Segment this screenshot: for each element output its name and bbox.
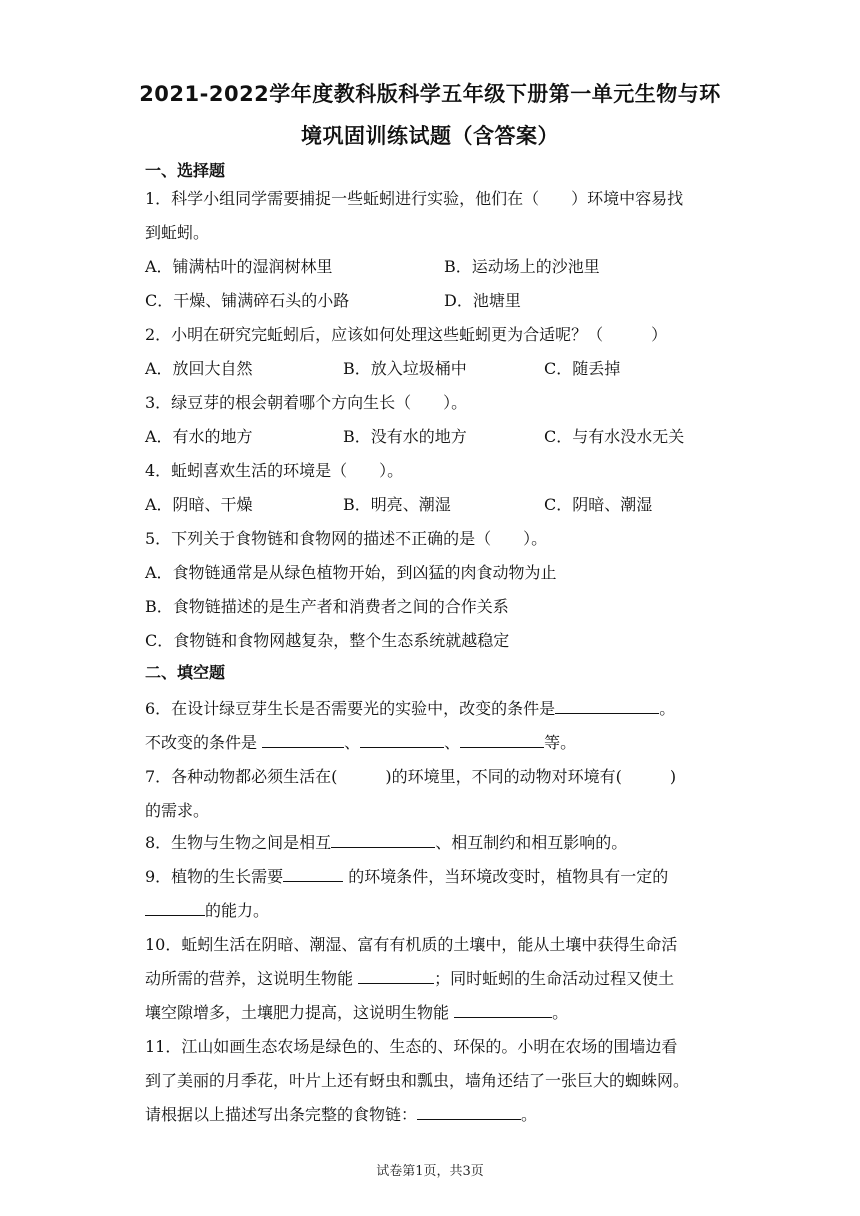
page-footer: 试卷第1页，共3页: [376, 1164, 484, 1179]
q11-blank[interactable]: [417, 1105, 521, 1120]
q8-blank[interactable]: [331, 833, 435, 848]
q10-blank-2[interactable]: [454, 1003, 552, 1018]
q10-text-a: 动所需的营养，这说明生物能: [145, 969, 354, 988]
q8-text-a: 8．生物与生物之间是相互: [145, 833, 332, 852]
q10-blank-1[interactable]: [358, 969, 434, 984]
q3-option-b: B．没有水的地方: [343, 427, 467, 446]
q1-option-d: D．池塘里: [444, 291, 521, 310]
q11-line2: 到了美丽的月季花，叶片上还有蚜虫和瓢虫，墙角还结了一张巨大的蜘蛛网。: [145, 1071, 690, 1090]
q10-line2: [145, 966, 674, 989]
q9-text-c: 的能力。: [205, 901, 270, 920]
section-choice-heading: 一、选择题: [145, 161, 226, 180]
q5-option-c: C．食物链和食物网越复杂，整个生态系统就越稳定: [145, 631, 510, 650]
q11-text-a: 请根据以上描述写出条完整的食物链：: [145, 1105, 418, 1124]
q1-option-a: A．铺满枯叶的湿润树林里: [145, 257, 333, 276]
q1-stem-line2: 到蚯蚓。: [145, 223, 210, 242]
title-line-1: 2021-2022学年度教科版科学五年级下册第一单元生物与环: [139, 82, 721, 106]
q9-blank-2[interactable]: [145, 901, 205, 916]
q6-blank-changed[interactable]: [555, 699, 659, 714]
q5-option-b: B．食物链描述的是生产者和消费者之间的合作关系: [145, 597, 509, 616]
q6-sep-1: 、: [344, 733, 361, 752]
q3-option-c: C．与有水没水无关: [544, 427, 685, 446]
q6-line2-text: 不改变的条件是: [145, 733, 258, 752]
q4-stem: 4．蚯蚓喜欢生活的环境是（ ）。: [145, 461, 404, 480]
q2-stem: 2．小明在研究完蚯蚓后，应该如何处理这些蚯蚓更为合适呢？（ ）: [145, 325, 668, 344]
q6-sep-2: 、: [444, 733, 461, 752]
q10-text-b: ；同时蚯蚓的生命活动过程又使土: [434, 969, 675, 988]
q11-line1: 11．江山如画生态农场是绿色的、生态的、环保的。小明在农场的围墙边看: [145, 1037, 678, 1056]
q6-line2: [145, 730, 576, 753]
q9-blank-1[interactable]: [283, 867, 343, 882]
q2-option-b: B．放入垃圾桶中: [343, 359, 467, 378]
q5-option-a: A．食物链通常是从绿色植物开始，到凶猛的肉食动物为止: [145, 563, 557, 582]
q4-option-c: C．阴暗、潮湿: [544, 495, 653, 514]
q6-line1-end: 。: [659, 699, 676, 718]
q9-text-b: 的环境条件，当环境改变时，植物具有一定的: [348, 867, 669, 886]
q2-option-a: A．放回大自然: [145, 359, 253, 378]
q10-text-d: 。: [552, 1003, 569, 1022]
q6-blank-1[interactable]: [262, 733, 344, 748]
q10-line3: [145, 1000, 568, 1023]
q11-text-b: 。: [521, 1105, 538, 1124]
q3-stem: 3．绿豆芽的根会朝着哪个方向生长（ ）。: [145, 393, 468, 412]
q8-line: [145, 830, 627, 853]
title-line-2: 境巩固训练试题（含答案）: [301, 124, 559, 148]
q4-option-b: B．明亮、潮湿: [343, 495, 451, 514]
q6-line1-text: 6．在设计绿豆芽生长是否需要光的实验中，改变的条件是: [145, 699, 556, 718]
q5-stem: 5．下列关于食物链和食物网的描述不正确的是（ ）。: [145, 529, 548, 548]
q4-option-a: A．阴暗、干燥: [145, 495, 253, 514]
q9-text-a: 9．植物的生长需要: [145, 867, 284, 886]
q9-line2: [145, 898, 269, 921]
q10-text-c: 壤空隙增多，土壤肥力提高，这说明生物能: [145, 1003, 450, 1022]
q6-line1: [145, 696, 675, 719]
q1-option-b: B．运动场上的沙池里: [444, 257, 600, 276]
q8-text-b: 、相互制约和相互影响的。: [435, 833, 628, 852]
q2-option-c: C．随丢掉: [544, 359, 621, 378]
section-fill-heading: 二、填空题: [145, 663, 226, 682]
q10-line1: 10．蚯蚓生活在阴暗、潮湿、富有有机质的土壤中，能从土壤中获得生命活: [145, 935, 678, 954]
q1-option-c: C．干燥、铺满碎石头的小路: [145, 291, 350, 310]
q7-line2: 的需求。: [145, 801, 210, 820]
q7-line1: 7．各种动物都必须生活在( )的环境里，不同的动物对环境有( ): [145, 767, 677, 786]
q1-stem-line1: 1．科学小组同学需要捕捉一些蚯蚓进行实验，他们在（ ）环境中容易找: [145, 189, 684, 208]
q9-line1: [145, 864, 668, 887]
q3-option-a: A．有水的地方: [145, 427, 253, 446]
q6-line2-end: 等。: [544, 733, 577, 752]
q11-line3: [145, 1102, 537, 1125]
q6-blank-2[interactable]: [360, 733, 444, 748]
q6-blank-3[interactable]: [460, 733, 544, 748]
